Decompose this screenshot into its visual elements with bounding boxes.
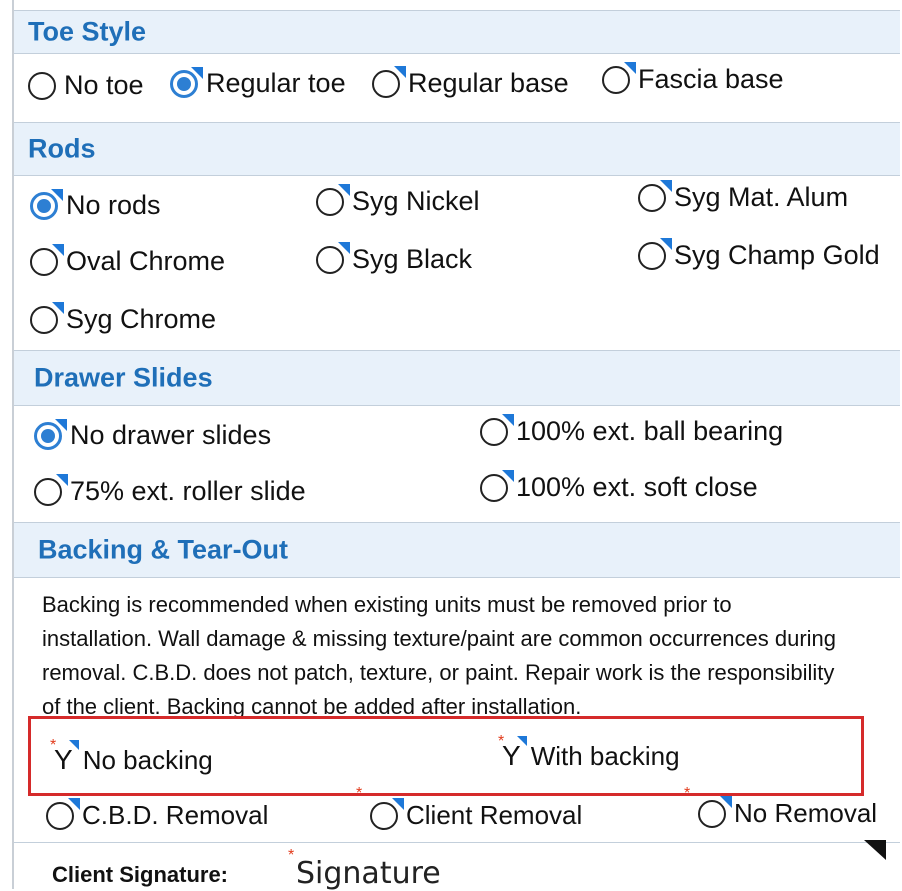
option-label: C.B.D. Removal — [82, 800, 269, 830]
radio-circle-icon — [316, 246, 344, 274]
option-label: Syg Nickel — [352, 186, 480, 216]
radio-circle-icon — [638, 242, 666, 270]
required-star-icon: * — [356, 785, 363, 802]
section-header-rods — [14, 122, 900, 176]
radio-syg-black[interactable] — [316, 244, 472, 275]
radio-cbd-removal[interactable] — [46, 800, 268, 831]
radio-circle-icon — [372, 70, 400, 98]
section-title-backing: Backing & Tear-Out — [38, 534, 289, 565]
radio-circle-icon — [34, 478, 62, 506]
option-label: Syg Black — [352, 244, 473, 274]
dropdown-triangle-icon[interactable] — [864, 840, 886, 860]
section-title-toe-style: Toe Style — [28, 16, 147, 47]
radio-100-ball-bearing[interactable] — [480, 416, 783, 447]
option-label: No rods — [66, 190, 161, 220]
option-label: Regular base — [408, 68, 569, 98]
option-label: Syg Mat. Alum — [674, 182, 849, 212]
option-with-backing[interactable] — [498, 733, 680, 772]
radio-no-toe[interactable] — [28, 70, 144, 101]
option-label: No toe — [64, 70, 144, 100]
radio-circle-icon — [480, 418, 508, 446]
radio-client-removal[interactable] — [370, 800, 582, 831]
radio-circle-icon — [316, 188, 344, 216]
section-header-drawer-slides — [14, 350, 900, 406]
radio-circle-icon — [698, 800, 726, 828]
option-no-backing[interactable] — [50, 737, 213, 776]
radio-no-rods[interactable] — [30, 190, 161, 221]
option-label: Client Removal — [406, 800, 583, 830]
radio-syg-chrome[interactable] — [30, 304, 216, 335]
option-label: No backing — [82, 744, 213, 775]
radio-circle-icon — [30, 248, 58, 276]
option-label: 100% ext. ball bearing — [516, 416, 784, 446]
backing-notice-text: Backing is recommended when existing units must be removed prior to installation. Wall damage & missing texture/paint are common occurrences during removal. C.B.D. does not patch, texture, or paint. Repair work is the responsibility of the client. Backing cannot be added after installation. — [42, 592, 836, 719]
radio-syg-mat-alum[interactable] — [638, 182, 848, 213]
signature-field[interactable]: Signature — [296, 856, 441, 891]
radio-circle-icon — [480, 474, 508, 502]
option-label: No Removal — [734, 798, 878, 828]
radio-circle-icon — [638, 184, 666, 212]
radio-circle-icon — [46, 802, 74, 830]
radio-circle-icon — [602, 66, 630, 94]
option-label: 100% ext. soft close — [516, 472, 758, 502]
required-star-icon: * — [288, 847, 295, 864]
option-label: Oval Chrome — [66, 246, 226, 276]
section-title-rods: Rods — [28, 133, 96, 164]
radio-selected-icon — [34, 422, 62, 450]
section-title-drawer-slides: Drawer Slides — [34, 362, 213, 393]
option-label: With backing — [530, 740, 680, 771]
checkbox-y-icon: Y * — [498, 733, 521, 771]
radio-no-removal[interactable] — [698, 798, 877, 829]
option-label: 75% ext. roller slide — [70, 476, 306, 506]
option-label: Syg Champ Gold — [674, 240, 880, 270]
radio-75-roller-slide[interactable] — [34, 476, 306, 507]
option-label: Regular toe — [206, 68, 346, 98]
required-star-icon: * — [684, 785, 691, 802]
radio-circle-icon — [30, 306, 58, 334]
radio-syg-champ-gold[interactable] — [638, 240, 880, 271]
radio-circle-icon — [370, 802, 398, 830]
radio-fascia-base[interactable] — [602, 64, 784, 95]
option-label: No drawer slides — [70, 420, 272, 450]
section-header-backing — [14, 522, 900, 578]
radio-circle-icon — [28, 72, 56, 100]
radio-selected-icon — [30, 192, 58, 220]
radio-regular-base[interactable] — [372, 68, 569, 99]
section-header-toe-style — [14, 10, 900, 54]
radio-100-soft-close[interactable] — [480, 472, 758, 503]
option-label: Syg Chrome — [66, 304, 217, 334]
radio-regular-toe[interactable] — [170, 68, 346, 99]
radio-selected-icon — [170, 70, 198, 98]
radio-no-drawer-slides[interactable] — [34, 420, 271, 451]
divider — [14, 842, 900, 843]
option-label: Fascia base — [638, 64, 784, 94]
checkbox-y-icon: Y * — [50, 737, 73, 775]
signature-label: Client Signature: — [52, 862, 229, 887]
radio-oval-chrome[interactable] — [30, 246, 225, 277]
radio-syg-nickel[interactable] — [316, 186, 480, 217]
